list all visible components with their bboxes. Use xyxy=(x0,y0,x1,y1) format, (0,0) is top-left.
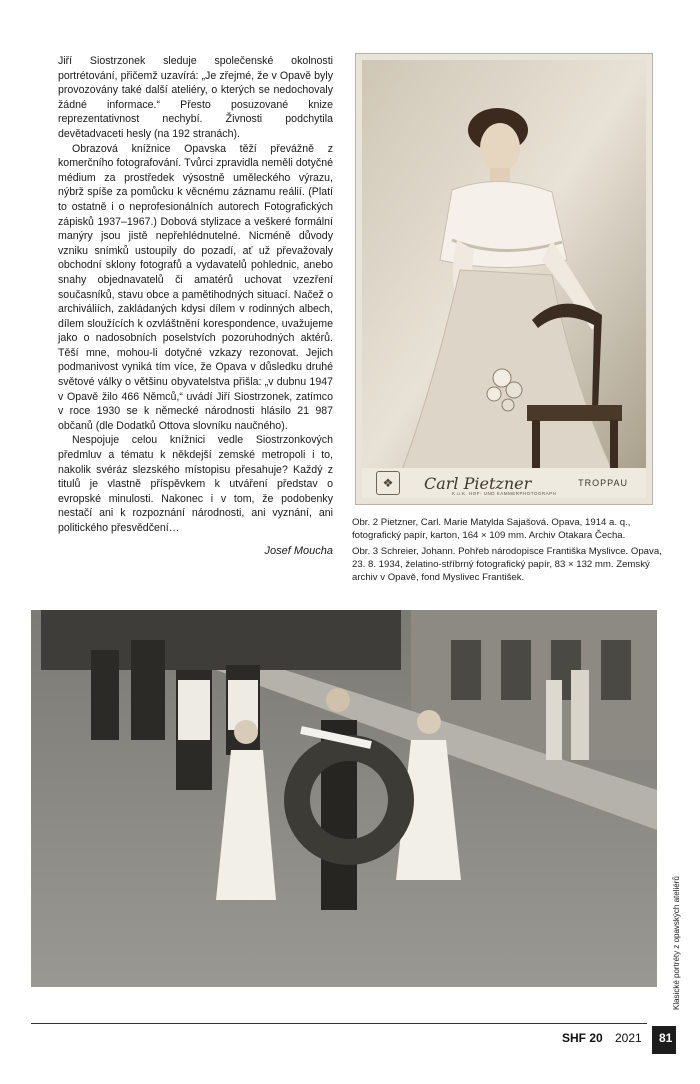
side-running-title: Klasické portréty z opavských ateliérů xyxy=(672,876,681,1010)
studio-city: TROPPAU xyxy=(578,478,628,488)
portrait-image xyxy=(362,60,646,468)
caption-obr3: Obr. 3 Schreier, Johann. Pohřeb národopisce Františka Myslivce. Opava, 23. 8. 1934, želatino-stříbrný fotografický papír, 83 × 132 mm. Zemský archiv v Opavě, fond Myslivec František. xyxy=(352,546,662,583)
paragraph-3: Nespojuje celou knížnici vedle Siostrzonkových předmluv a tématu k někdejší zemské metropoli i to, nakolik svéráz slezského místopisu přesahuje? Každý z titulů je vlastně příspěvkem k utváření představ o evropské minulosti. Nakonec i v tom, že podobenky nestačí ani k rozpoznání národnosti, ani vyznání, ani politického přesvědčení… xyxy=(58,434,333,534)
portrait-photo xyxy=(355,53,653,505)
page-number: 81 xyxy=(659,1031,673,1045)
footer-rule xyxy=(31,1023,647,1024)
studio-subtitle: K.u.K. HOF- UND KAMMERPHOTOGRAPH xyxy=(452,491,557,496)
paragraph-1: Jiří Siostrzonek sleduje společenské okolnosti portrétování, přičemž uzavírá: „Je zřejmé, že v Opavě byly provozovány také další ateliéry, o kterých se nedochovaly žádné informace.“ Přesto posuzované knize reprezentativnost nechybí. Živnosti podchytila devětadvaceti hesly (na 192 stranách). xyxy=(58,55,333,140)
footer-year: 2021 xyxy=(615,1031,642,1045)
article-text xyxy=(58,54,333,536)
studio-crest-icon: ❖ xyxy=(376,471,400,495)
author-signature: Josef Moucha xyxy=(264,545,333,557)
figure-captions xyxy=(352,516,662,587)
procession-illustration xyxy=(31,610,657,987)
procession-photo xyxy=(31,610,657,987)
photo-mount xyxy=(362,468,646,498)
caption-obr2: Obr. 2 Pietzner, Carl. Marie Matylda Sajašová. Opava, 1914 a. q., fotografický papír, karton, 164 × 109 mm. Archiv Otakara Čecha. xyxy=(352,517,631,541)
woman-portrait-illustration xyxy=(362,60,646,468)
studio-signature: Carl Pietzner xyxy=(424,473,532,493)
footer-magazine: SHF 20 xyxy=(562,1031,603,1045)
paragraph-2: Obrazová knížnice Opavska těží převážně z komerčního fotografování. Tvůrci zpravidla neměli dotyčné médium za prostředek výsostně uměleckého výrazu, nýbrž spíše za pomůcku k věcnému záznamu reálií. (Platí to ostatně i o neprofesionálních autorech Fotografických zápisků 1937–1967.) Dobová stylizace a veškeré formální manýry jsou jistě nepřehlédnutelné. Nicméně důvody vzniku snímků ustoupily do pozadí, ať už převažovaly obchodní sklony fotografů a vydavatelů pohlednic, anebo snahy objednavatelů či amatérů uchovat vzezření současníků, stavu obce a pamětihodných situací. Načež o archiváliích, zakládaných kdysi dílem v rodinných albech, dílem sloužících k ozvláštnění korespondence, uvažujeme jako o nadosobních poselstvích pozoruhodných aktérů. Těší mne, mohou-li dotyčné vzkazy rezonovat. Jejich podmanivost vyniká tím více, že Opava v důsledku druhé světové války o většinu obyvatelstva přišla: „v dubnu 1947 v Opavě žilo 466 Němců,“ uvádí Jiří Siostrzonek, zatímco v roce 1930 se k německé národnosti hlásilo 21 987 občanů (dle Dodatků Ottova slovníku naučného). xyxy=(58,142,333,432)
